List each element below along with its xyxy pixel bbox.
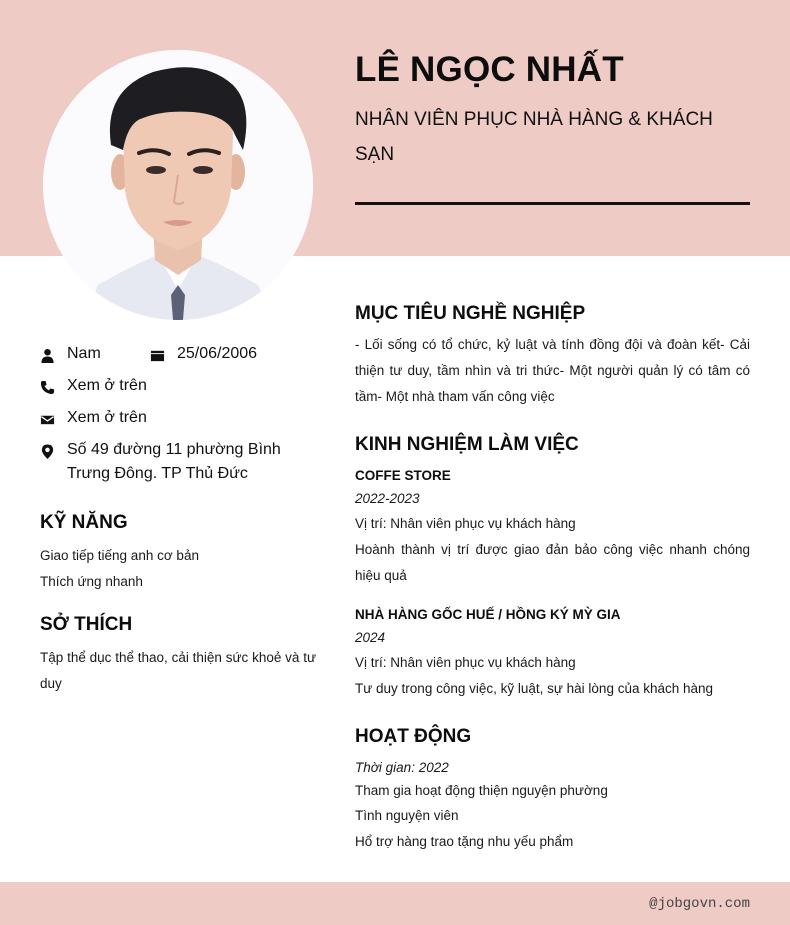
job-position: Vị trí: Nhân viên phục vụ khách hàng <box>355 516 576 531</box>
candidate-name: LÊ NGỌC NHẤT <box>355 50 624 89</box>
objective-heading: MỤC TIÊU NGHỀ NGHIỆP <box>355 303 586 324</box>
job-position: Vị trí: Nhân viên phục vụ khách hàng <box>355 655 576 670</box>
activity-item: Tình nguyện viên <box>355 808 459 823</box>
birthdate-row <box>150 345 257 366</box>
job-company: COFFE STORE <box>355 468 451 483</box>
job-description: Hoành thành vị trí được giao đản bảo công việc nhanh chóng hiệu quả <box>355 542 750 583</box>
portrait-image <box>43 50 313 320</box>
hobbies-text: Tập thể dục thể thao, cải thiện sức khoẻ và tư duy <box>40 650 316 691</box>
activity-item: Tham gia hoạt động thiện nguyện phường <box>355 783 608 798</box>
experience-heading: KINH NGHIỆM LÀM VIỆC <box>355 434 579 455</box>
mail-icon <box>40 411 55 427</box>
profile-photo <box>43 50 313 320</box>
skills-heading: KỸ NĂNG <box>40 512 128 533</box>
hobbies-heading: SỞ THÍCH <box>40 614 133 635</box>
job-title: NHÂN VIÊN PHỤC NHÀ HÀNG & KHÁCH SẠN <box>355 109 713 165</box>
email-value: Xem ở trên <box>67 409 147 426</box>
footer-watermark: @jobgovn.com <box>649 896 750 912</box>
job-period: 2024 <box>355 630 386 645</box>
title-divider <box>355 202 750 205</box>
gender-value: Nam <box>67 345 101 362</box>
phone-value: Xem ở trên <box>67 377 147 394</box>
phone-row <box>40 377 147 398</box>
person-icon <box>40 347 55 363</box>
address-row <box>40 441 310 486</box>
address-value: Số 49 đường 11 phường Bình Trưng Đông. TP Thủ Đức <box>67 441 281 482</box>
job-period: 2022-2023 <box>355 491 420 506</box>
skill-item: Thích ứng nhanh <box>40 574 143 589</box>
job-company: NHÀ HÀNG GỐC HUẾ / HỒNG KÝ MỲ GIA <box>355 607 621 622</box>
activities-heading: HOẠT ĐỘNG <box>355 726 472 747</box>
objective-text: - Lối sống có tổ chức, kỷ luật và tính đồng đội và đoàn kết- Cải thiện tư duy, tầm nhìn và tri thức- Một người quản lý có tâm có tầm- Một nhà tham vấn công việc <box>355 337 750 404</box>
activity-item: Hổ trợ hàng trao tặng nhu yếu phẩm <box>355 834 574 849</box>
phone-icon <box>40 379 55 395</box>
gender-row <box>40 345 101 366</box>
skill-item: Giao tiếp tiếng anh cơ bản <box>40 548 199 563</box>
job-description: Tư duy trong công việc, kỹ luật, sự hài lòng của khách hàng <box>355 681 714 696</box>
footer-band <box>0 882 790 925</box>
location-pin-icon <box>40 443 55 459</box>
calendar-icon <box>150 347 165 363</box>
email-row <box>40 409 147 430</box>
activities-period: Thời gian: 2022 <box>355 760 449 775</box>
birthdate-value: 25/06/2006 <box>177 345 258 362</box>
